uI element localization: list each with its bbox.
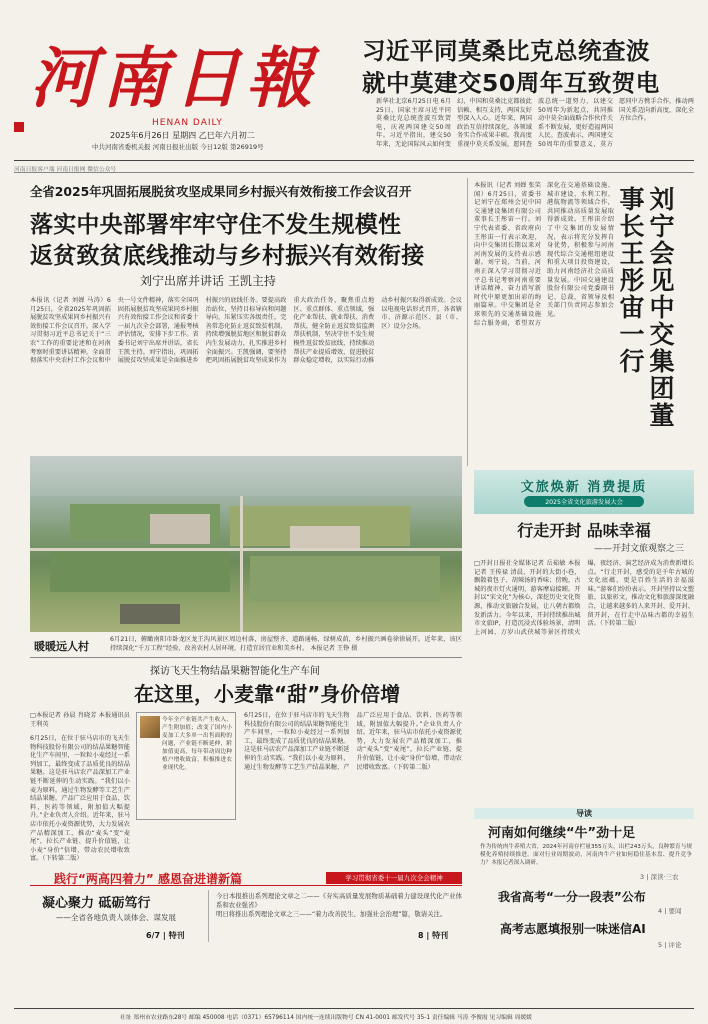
wheat-title[interactable]: 在这里，小麦靠“甜”身价倍增 xyxy=(134,682,401,706)
web-line: 河南日报客户端 河南日报网 微信公众号 xyxy=(14,167,117,173)
guide-header-bar xyxy=(474,808,694,819)
bottom-banner-tag: 学习贯彻省委十一届九次全会精神 xyxy=(326,872,462,884)
qr-icon xyxy=(14,122,24,132)
promo-right-page[interactable]: 8 | 特刊 xyxy=(418,931,449,940)
footer-rule xyxy=(14,1008,694,1009)
promo-sub: ——全省各地负责人谈体会、谋发展 xyxy=(56,913,176,922)
promo-title[interactable]: 凝心聚力 砥砺笃行 xyxy=(42,896,151,911)
side-story-headline-a[interactable] xyxy=(616,186,675,436)
bottom-banner xyxy=(30,870,462,886)
top-headline-line2[interactable]: 就中莫建交50周年互致贺电 xyxy=(362,69,660,97)
guide-item4-label: 5 | 评论 xyxy=(658,941,682,949)
lead-subtitle: 刘宁出席并讲话 王凯主持 xyxy=(140,274,276,288)
culture-subtitle: ——开封文旅观察之三 xyxy=(593,544,684,554)
masthead-rule xyxy=(14,160,694,161)
guide-item3-title[interactable]: 高考志愿填报别一味迷信AI xyxy=(500,922,646,936)
guide-header: 导读 xyxy=(576,809,592,818)
lead-kicker: 全省2025年巩固拓展脱贫攻坚成果同乡村振兴有效衔接工作会议召开 xyxy=(30,184,412,199)
wheat-quote-box xyxy=(136,712,236,820)
masthead-title: 河南日報 xyxy=(30,39,318,117)
masthead-en: HENAN DAILY xyxy=(152,118,223,128)
wheat-byline: □本报记者 孙晨 肖晓芳 本报通讯员 王利英 xyxy=(30,712,130,728)
photo-caption-title: 暖暖远人村 xyxy=(34,640,89,653)
culture-banner xyxy=(474,470,694,514)
promo-divider xyxy=(208,890,209,942)
org-line: 中共河南省委机关报 河南日报社出版 今日12版 第26919号 xyxy=(92,143,264,151)
date-line: 2025年6月26日 星期四 乙巳年六月初二 xyxy=(110,131,255,140)
guide-item1-body: 作为传统肉牛养殖大省，2024年河南存栏量355万头，出栏243万头，良种繁育与规模化养殖持续推进。面对行业周期波动，河南肉牛产业如何稳住基本盘、提升竞争力？本报记者深入调研。 xyxy=(480,844,692,866)
promo-right-line2: 明日将推出系列理论文章之三——“着力改善民生、加强社会治理”篇，敬请关注。 xyxy=(216,910,447,918)
lead-body: 本报讯（记者 刘婵 马涛）6月25日，全省2025年巩固拓展脱贫攻坚成果同乡村振兴有效衔接工作会议召开。深入学习贯彻习近平总书记关于“三农”工作的重要论述和在河南考察时重要讲话精神，全面贯彻落实中央农村工作会议和中央一号文件精神，落实全国巩固拓展脱贫攻坚成果同乡村振兴有效衔接工作会议和省委十一届九次全会部署，通报考核评估情况，安排下步工作。省委书记刘宁出席并讲话，省长王凯主持。刘宁指出，巩固拓展脱贫攻坚成果是全面推进乡村振兴的底线任务。要提高政治站位，坚持目标导向和问题导向，压紧压实各级责任，完善常态化防止返贫致贫机制，持续增强脱贫地区和脱贫群众内生发展动力，扎实推进乡村全面振兴。王凯强调，要坚持把巩固拓展脱贫攻坚成果作为重大政治任务，聚焦重点地区、重点群体、重点领域，强化产业帮扶、就业帮扶、消费帮扶，健全防止返贫致贫监测帮扶机制，坚决守住不发生规模性返贫致贫底线，持续推动帮扶产业提质增效，促进脱贫群众稳定增收，以实际行动推动乡村振兴取得新成效。会议以电视电话形式召开，各省辖市、济源示范区、县（市、区）设分会场。 xyxy=(30,297,462,365)
promo-right-line1: 今日本报推出系列理论文章之二——《夯实高质量发展物质基础着力建设现代化产业体系和农业强省》 xyxy=(216,892,462,909)
guide-item2-label: 3 | 深读·三农 xyxy=(640,873,679,881)
promo-page[interactable]: 6/7 | 特刊 xyxy=(146,931,185,940)
side-story-headline: 刘宁会见中交集团董事长王彤宙一行 xyxy=(616,186,675,429)
top-headline-body: 新华社北京6月25日电 6月25日，国家主席习近平同莫桑比克总统查波互致贺电，庆祝两国建交50周年。习近平指出，建交50年来，无论国际风云如何变幻，中国和莫桑比克都彼此信赖、相互支持，两国友好型深入人心。近年来，两国政治互信持续深化，各领域务实合作成果丰硕。我高度重视中莫关系发展，愿同查波总统一道努力，以建交50周年为新起点，共同推动中莫全面战略合作伙伴关系不断发展，更好造福两国人民。查波表示，两国建交50周年的重要意义，莫方愿同中方携手合作，推动两国关系迈向新高度，深化全方位合作。 xyxy=(376,98,694,148)
side-story-body: 本报讯（记者 刘婵 张笑闻）6月25日，省委书记刘宁在郑州会见中国交通建设集团有限公司董事长王彤宙一行。刘宁代表省委、省政府向王彤宙一行表示欢迎，向中交集团长期以来对河南发展的支持表示感谢。刘宁说，当前，河南正深入学习贯彻习近平总书记考察河南重要讲话精神，奋力谱写新时代中原更加出彩的绚丽篇章。中交集团是全球领先的交通基础设施综合服务商，希望双方深化在交通基础设施、城市建设、水利工程、港航物流等领域合作，共同推动高质量发展取得新成效。王彤宙介绍了中交集团的发展情况，表示将充分发挥自身优势，积极参与河南现代综合交通枢纽建设和重大项目投资建设，助力河南经济社会高质量发展。中国交通建设股份有限公司党委副书记、总裁，省领导及相关部门负责同志参加会见。 xyxy=(474,182,614,327)
masthead-logo xyxy=(30,38,330,118)
wheat-body-b: 6月25日，在位于驻马店市的飞天生物科技股份有限公司的结晶果糖智能化生产车间里，一粒粒小麦经过一系列加工，最终变成了品质优良的结晶果糖。这是驻马店农产品深加工产业链不断延伸的生动实践。“我们以小麦为原料，通过生物发酵等工艺生产结晶果糖，产品广泛应用于食品、饮料、医药等领域，附加值大幅提升。”企业负责人介绍。近年来，驻马店市依托小麦资源优势，大力发展农产品精深加工，推动“麦头”变“麦尾”，拉长产业链、提升价值链，让小麦“身价”倍增，带动农民增收致富。（下转第二版） xyxy=(244,712,462,771)
guide-item1-title[interactable]: 河南如何继续“牛”劲十足 xyxy=(488,826,636,841)
lead-title-1[interactable]: 落实中央部署牢牢守住不发生规模性 xyxy=(30,212,402,238)
guide-item2-title[interactable]: 我省高考“一分一段表”公布 xyxy=(498,890,646,904)
top-headline-line1[interactable]: 习近平同莫桑比克总统查波 xyxy=(362,37,650,65)
photo-caption: 6月21日，俯瞰南阳市卧龙区龙王沟风景区周边村落，房屋整齐、道路通畅、绿树成荫，乡村振兴画卷徐徐展开。近年来，该区持续深化“千万工程”经验，改善农村人居环境，打造宜居宜业和美乡村。 本报记者 王铮 摄 xyxy=(110,636,462,652)
guide-item3-label: 4 | 要闻 xyxy=(658,907,682,915)
culture-banner-sub: 2025全省文化旅游发展大会 xyxy=(545,499,623,506)
wheat-rule xyxy=(30,657,462,658)
village-photo xyxy=(30,456,462,632)
header-rule xyxy=(14,172,694,173)
promo-right xyxy=(216,892,462,928)
culture-body: □开封日报社全媒体记者 岳茹敏 本报记者 王传禄 清晨，开封的大街小巷，飘散着包子、胡辣汤的香味；傍晚，古城的夜市灯火通明，游客摩肩接踵。开封以“宋文化”为核心，深挖历史文化资源，推动文旅融合发展，让八朝古都焕发新活力。今年以来，开封持续推出城市文旅IP，打造沉浸式体验场景，清明上河园、万岁山武侠城等景区持续火爆，夜经济、演艺经济成为消费新增长点。“行走开封，感受的是千年古城的文化底蕴，更是百姓生活的幸福滋味。”游客们纷纷表示。开封坚持以文塑旅、以旅彰文，推动文化和旅游深度融合，让越来越多的人来开封、爱开封、留开封，在行走中品味古都的幸福生活。（下转第二版） xyxy=(474,560,694,636)
wheat-quote: 今年全产业链共产生收入，产生附加值；改变了国内小麦加工大多单一出售面粉的问题，产业链不断延伸，附加值更高，每年带动周边种植户增收致富，积极推进农业现代化。 xyxy=(162,717,232,771)
culture-title[interactable]: 行走开封 品味幸福 xyxy=(517,521,651,540)
lead-title-2[interactable]: 返贫致贫底线推动与乡村振兴有效衔接 xyxy=(30,243,425,269)
footer-text: 社址 郑州市农业路东28号 邮编 450008 电话（0371）65796114 国内统一连续出版物号 CN 41-0001 邮发代号 35-1 责任编辑 马涛 李俊霞 见习编辑 周媛媛 xyxy=(120,1015,532,1021)
bottom-banner-title: 践行“两高四着力” 感恩奋进谱新篇 xyxy=(54,872,242,886)
wheat-kicker: 探访飞天生物结晶果糖智能化生产车间 xyxy=(150,666,320,677)
wheat-body-a: 6月25日，在位于驻马店市的飞天生物科技股份有限公司的结晶果糖智能化生产车间里，一粒粒小麦经过一系列加工，最终变成了品质优良的结晶果糖。这是驻马店农产品深加工产业链不断延伸的生动实践。“我们以小麦为原料，通过生物发酵等工艺生产结晶果糖，产品广泛应用于食品、饮料、医药等领域，附加值大幅提升。”企业负责人介绍。近年来，驻马店市依托小麦资源优势，大力发展农产品精深加工，推动“麦头”变“麦尾”，拉长产业链、提升价值链，让小麦“身价”倍增，带动农民增收致富。（下转第二版） xyxy=(30,735,130,863)
column-rule-right xyxy=(467,178,468,466)
culture-banner-title: 文旅焕新 消费提质 xyxy=(520,480,648,495)
wheat-photo xyxy=(140,716,160,738)
